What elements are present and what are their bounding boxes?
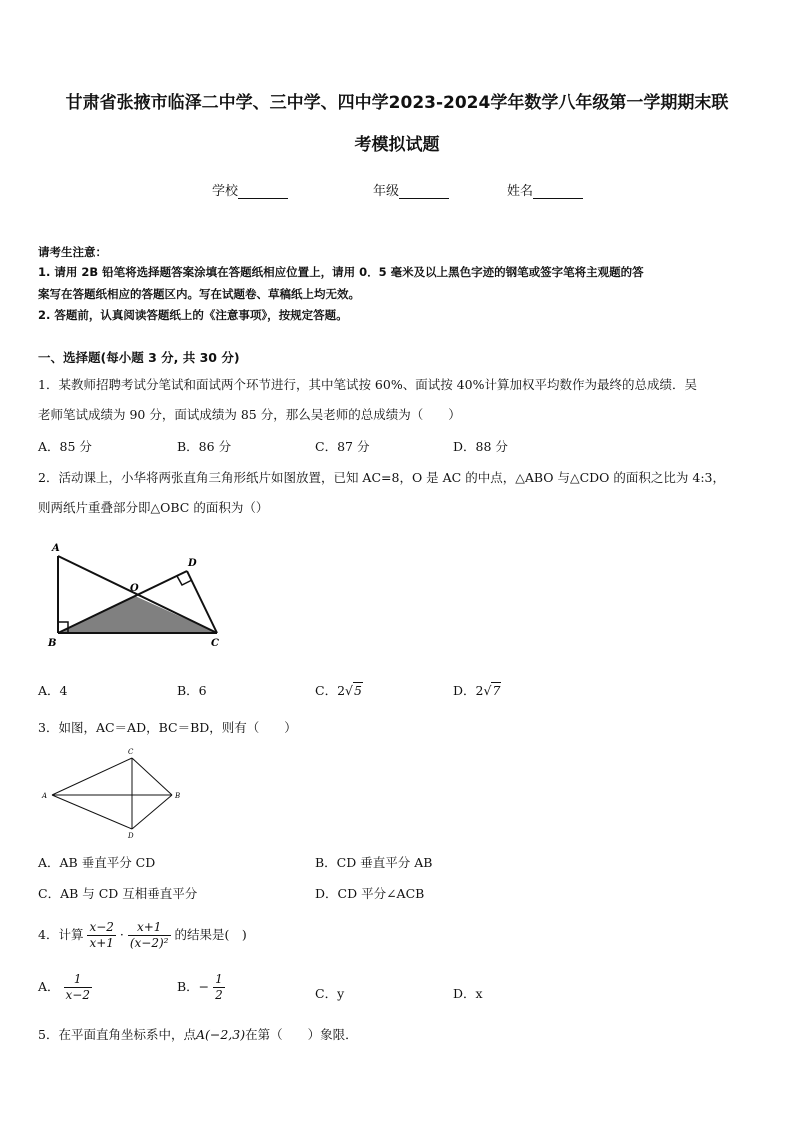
name-blank (533, 186, 583, 199)
label-c: C (128, 748, 134, 756)
q3-option-b: B．CD 垂直平分 AB (315, 855, 433, 870)
q4-multiply-dot: · (119, 927, 124, 942)
school-label: 学校 (212, 184, 239, 199)
label-b: B (175, 792, 181, 800)
q1-line1: 1．某教师招聘考试分笔试和面试两个环节进行，其中笔试按 60%、面试按 40%计算加权平均数作为最终的总成绩．吴 (38, 377, 697, 392)
grade-blank (399, 186, 449, 199)
q5-prefix: 5．在平面直角坐标系中，点 (38, 1027, 196, 1042)
q2-option-b: B．6 (177, 683, 207, 698)
q1-line2: 老师笔试成绩为 90 分，面试成绩为 85 分，那么吴老师的总成绩为（ ） (38, 407, 461, 422)
page-title-line2: 考模拟试题 (354, 135, 440, 155)
school-field (212, 180, 288, 199)
page-title-line1: 甘肃省张掖市临泽二中学、三中学、四中学2023-2024学年数学八年级第一学期期末联 (65, 93, 729, 113)
q4-fraction-1 (87, 920, 115, 951)
q4-option-a-numerator: 1 (64, 972, 92, 988)
radical-sign: √ (483, 683, 492, 698)
q4-fraction-2 (128, 920, 171, 951)
notice-heading: 请考生注意： (38, 245, 107, 259)
name-field (507, 180, 583, 199)
q2-triangle-figure (40, 538, 230, 650)
q2-option-c (315, 681, 363, 699)
q4-fraction-2-denominator: (x−2)² (129, 936, 169, 950)
grade-label: 年级 (373, 184, 400, 199)
q4-option-b-fraction (213, 972, 225, 1003)
q5-suffix: 在第（ ）象限． (245, 1027, 358, 1042)
q4-fraction-1-denominator: x+1 (89, 936, 114, 950)
section-heading: 一、选择题(每小题 3 分, 共 30 分) (38, 350, 240, 365)
q3-option-d: D．CD 平分∠ACB (315, 886, 425, 901)
q5-stem (38, 1025, 358, 1043)
q4-option-a-label: A． (38, 979, 60, 994)
q2-option-c-coef: C．2 (315, 683, 346, 698)
q4-option-d: D．x (453, 986, 483, 1001)
q4-fraction-2-numerator: x+1 (128, 920, 171, 936)
q1-option-a: A．85 分 (38, 439, 92, 454)
q2-line1: 2．活动课上，小华将两张直角三角形纸片如图放置，已知 AC=8，O 是 AC 的中点，△ABO 与△CDO 的面积之比为 4:3， (38, 470, 725, 485)
q4-suffix: 的结果是( ) (174, 927, 247, 942)
q4-stem (38, 920, 247, 951)
q1-option-d: D．88 分 (453, 439, 508, 454)
q4-option-b-numerator: 1 (215, 972, 223, 986)
label-c: C (211, 638, 219, 649)
label-a: A (52, 543, 60, 554)
q4-option-c: C．y (315, 986, 345, 1001)
q4-option-a-fraction (64, 972, 92, 1003)
q1-option-c: C．87 分 (315, 439, 370, 454)
grade-field (373, 180, 449, 199)
q4-option-b (177, 972, 225, 1003)
q4-option-b-label: B．− (177, 979, 210, 994)
q4-option-b-denominator: 2 (215, 988, 223, 1002)
q1-option-b: B．86 分 (177, 439, 232, 454)
label-d: D (188, 558, 197, 569)
notice-line2: 案写在答题纸相应的答题区内。写在试题卷、草稿纸上均无效。 (38, 287, 360, 301)
name-label: 姓名 (507, 184, 534, 199)
q2-option-a: A．4 (38, 683, 68, 698)
shaded-triangle-obc (58, 596, 217, 633)
school-blank (238, 186, 288, 199)
q2-line2: 则两纸片重叠部分即△OBC 的面积为（） (38, 500, 269, 515)
q4-option-a-denominator: x−2 (65, 988, 90, 1002)
label-b: B (48, 638, 57, 649)
q3-option-c: C．AB 与 CD 互相垂直平分 (38, 886, 198, 901)
q4-prefix: 4．计算 (38, 927, 84, 942)
q3-option-a: A．AB 垂直平分 CD (38, 855, 156, 870)
q4-option-a (38, 972, 92, 1003)
radical-sign: √ (345, 683, 353, 698)
q2-option-d-radicand: 7 (492, 683, 501, 698)
label-o: O (130, 583, 139, 594)
label-a: A (42, 792, 48, 800)
q4-fraction-1-numerator: x−2 (89, 920, 114, 934)
q2-option-d (453, 681, 501, 699)
q2-option-d-coef: D．2 (453, 683, 484, 698)
notice-line1: 1. 请用 2B 铅笔将选择题答案涂填在答题纸相应位置上，请用 0．5 毫米及以上黑色字迹的钢笔或签字笔将主观题的答 (38, 265, 644, 279)
q3-kite-figure (38, 745, 188, 840)
q3-stem: 3．如图，AC＝AD，BC＝BD，则有（ ） (38, 720, 297, 735)
q2-option-c-radicand: 5 (354, 683, 362, 698)
q5-point: A(−2,3) (195, 1027, 246, 1042)
notice-line3: 2. 答题前，认真阅读答题纸上的《注意事项》，按规定答题。 (38, 308, 348, 322)
label-d: D (128, 832, 134, 840)
